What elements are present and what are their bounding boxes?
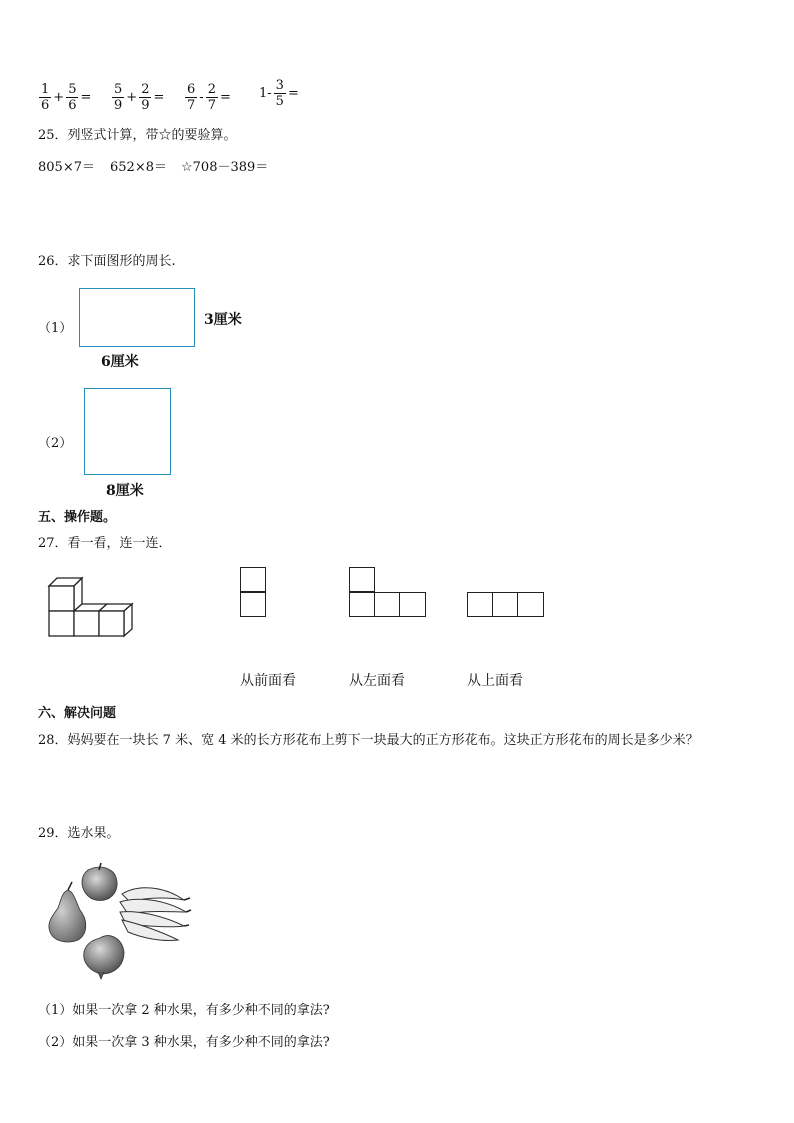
fraction: $\frac{3}{5}$ bbox=[275, 78, 284, 109]
view-shape-l bbox=[349, 567, 427, 619]
q27-title: 27．看一看，连一连． bbox=[38, 536, 172, 551]
view-shape-vertical bbox=[240, 567, 266, 619]
q29-sub2: （2）如果一次拿 3 种水果，有多少种不同的拿法? bbox=[38, 1035, 330, 1050]
cube-stack-figure bbox=[46, 574, 140, 640]
banana-icon bbox=[120, 888, 191, 941]
rect-width-label: 6厘米 bbox=[101, 354, 139, 370]
fraction: $\frac{2}{7}$ bbox=[207, 82, 216, 113]
view-label-left: 从左面看 bbox=[349, 673, 405, 689]
square-side-label: 8厘米 bbox=[106, 483, 144, 499]
rect-label: （1） bbox=[38, 321, 73, 336]
fruit-illustration bbox=[46, 862, 192, 980]
q25-item-1: 805×7＝ bbox=[38, 160, 95, 175]
fraction-expr-4: 1- $\frac{3}{5}$ = bbox=[259, 78, 299, 109]
square-shape bbox=[84, 388, 171, 475]
q26-title: 26．求下面图形的周长. bbox=[38, 254, 176, 269]
fraction: $\frac{5}{9}$ bbox=[114, 82, 123, 113]
section-5-title: 五、操作题。 bbox=[38, 510, 117, 525]
apple-icon bbox=[82, 863, 117, 901]
fraction-expr-2: $\frac{5}{9}$ + $\frac{2}{9}$ = bbox=[114, 82, 165, 113]
view-shape-horizontal bbox=[467, 592, 545, 618]
section-6-title: 六、解决问题 bbox=[38, 706, 117, 721]
square-label: （2） bbox=[38, 436, 73, 451]
rect-height-label: 3厘米 bbox=[204, 312, 242, 328]
fraction-expr-3: $\frac{6}{7}$ - $\frac{2}{7}$ = bbox=[187, 82, 231, 113]
view-label-front: 从前面看 bbox=[240, 673, 296, 689]
rectangle-shape bbox=[79, 288, 195, 347]
view-label-top: 从上面看 bbox=[467, 673, 523, 689]
fraction: $\frac{6}{7}$ bbox=[187, 82, 196, 113]
pear-icon bbox=[49, 882, 86, 942]
q28-text: 28．妈妈要在一块长 7 米、宽 4 米的长方形花布上剪下一块最大的正方形花布。这块正方形花布的周长是多少米？ bbox=[38, 733, 699, 748]
q25-item-2: 652×8＝ bbox=[110, 160, 167, 175]
q29-sub1: （1）如果一次拿 2 种水果，有多少种不同的拿法? bbox=[38, 1003, 330, 1018]
q29-title: 29．选水果。 bbox=[38, 826, 120, 841]
fraction-expr-1: $\frac{1}{6}$ + $\frac{5}{6}$ = bbox=[41, 82, 92, 113]
fraction: $\frac{1}{6}$ bbox=[41, 82, 50, 113]
q25-item-3: ☆708－389＝ bbox=[181, 160, 269, 175]
fraction: $\frac{5}{6}$ bbox=[68, 82, 77, 113]
pomegranate-icon bbox=[84, 936, 124, 979]
q25-title: 25．列竖式计算，带☆的要验算。 bbox=[38, 128, 237, 143]
fraction: $\frac{2}{9}$ bbox=[141, 82, 150, 113]
